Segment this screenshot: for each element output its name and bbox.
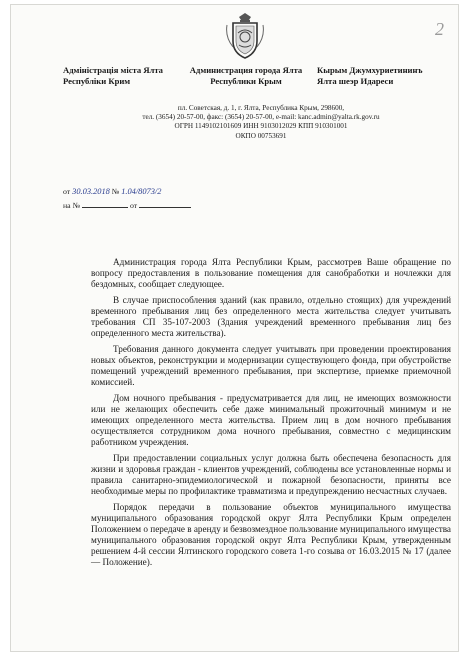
contact-address-block xyxy=(131,104,391,141)
incoming-reference: на № от xyxy=(63,199,191,210)
body-paragraph: При предоставлении социальных услуг должна быть обеспечена безопасность для жизни и здоровья граждан - клиентов учреждений, соблюдены все установленные нормы и правила санитарно-эпидемиологической и пожарной безопасности, приняты все необходимые меры по профилактике травматизма и предупреждению несчастных случаев. xyxy=(91,452,451,497)
page-number-mark: 2 xyxy=(435,19,444,39)
coat-of-arms-icon xyxy=(225,13,265,59)
registration-date: 30.03.2018 xyxy=(72,187,110,196)
body-paragraph: В случае приспособления зданий (как правило, отдельно стоящих) для учреждений временного пребывания лиц без определенного места жительства следует учитывать требования СП 35-107-2003 (Здания учреждений временного пребывания лиц без определенного места жительства). xyxy=(91,294,451,339)
address-line: пл. Советская, д. 1, г. Ялта, Республика Крым, 298600, xyxy=(177,104,345,112)
body-paragraph: Дом ночного пребывания - предусматривается для лиц, не имеющих возможности или не желающих обеспечить себе даже минимальный прожиточный минимум и не имеющих определенного места жительства. Прием лиц в дом ночного пребывания осуществляется сотрудником дома ночного пребывания, совместно с медицинским работником учреждения. xyxy=(91,392,451,448)
registration-number: 1.04/8073/2 xyxy=(121,187,162,196)
reference-number-blank xyxy=(82,199,128,208)
body-paragraph: Порядок передачи в пользование объектов муниципального имущества муниципального образования городской округ Ялта Республики Крым определен Положением о передаче в аренду и безвозмездное пользование муниципального имущества муниципального образования городской округ Ялта Республики Крым, утвержденным решением 4-й сессии Ялтинского городского совета 1-го созыва от 16.03.2015 № 17 (далее — Положение). xyxy=(91,501,451,568)
registry-codes-line: ОГРН 1149102101609 ИНН 9103012029 КПП 910301001 xyxy=(174,122,348,131)
reference-date-blank xyxy=(139,199,191,208)
okpo-line: ОКПО 00753691 xyxy=(235,131,287,140)
phone-email-line: тел. (3654) 20-57-00, факс: (3654) 20-57-00, e-mail: kanc.admin@yalta.rk.gov.ru xyxy=(142,113,380,122)
header-russian-name: Администрация города Ялта Республики Крым xyxy=(189,65,303,86)
letter-page xyxy=(10,4,459,652)
body-paragraph: Администрация города Ялта Республики Крым, рассмотрев Ваше обращение по вопросу предоставления в пользование помещения для санобработки и ночлежки для бездомных, сообщает следующее. xyxy=(91,257,451,290)
header-ukrainian-name: Адміністрація міста Ялта Республіки Крим xyxy=(63,65,163,86)
header-crimean-tatar-name: Кырым Джумхуриетининъ Ялта шеэр Идареси xyxy=(317,65,423,86)
body-paragraph: Требования данного документа следует учитывать при проведении проектирования новых объектов, реконструкции и модернизации существующего фонда, при обустройстве помещений учреждений временного пребывания, при экспертизе, приемке приемочной комиссией. xyxy=(91,343,451,388)
outgoing-registration: от 30.03.2018 № 1.04/8073/2 xyxy=(63,187,162,196)
letter-body xyxy=(91,257,451,573)
